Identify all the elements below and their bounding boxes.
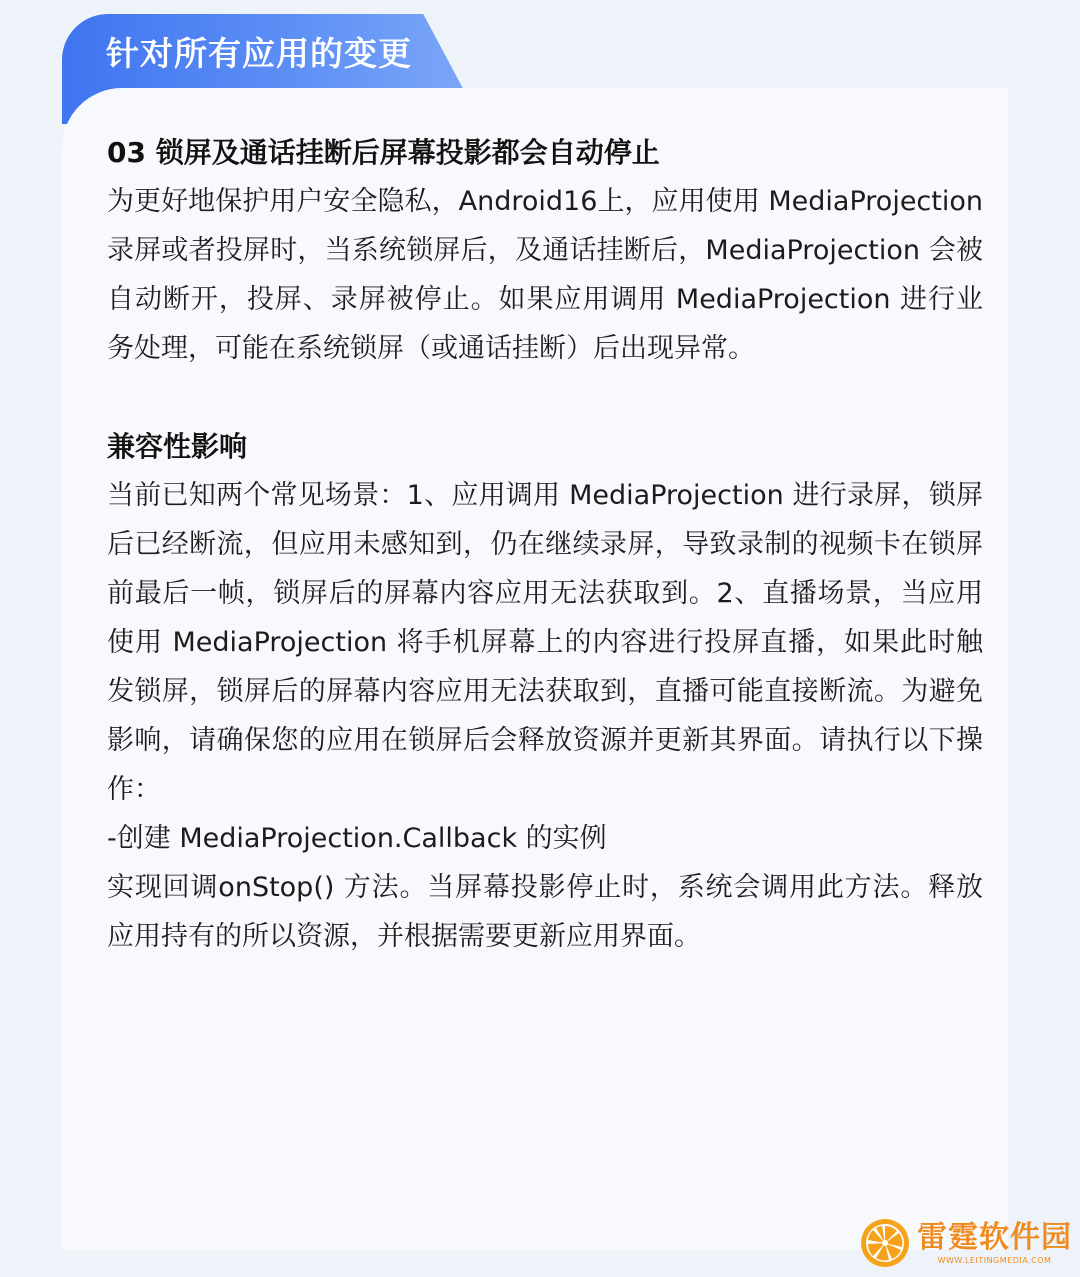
article-content	[107, 128, 983, 961]
section2-step-body: 实现回调onStop() 方法。当屏幕投影停止时，系统会调用此方法。释放应用持有的所以资源，并根据需要更新应用界面。	[107, 872, 983, 952]
section2-heading: 兼容性影响	[107, 430, 248, 463]
section1-body: 为更好地保护用户安全隐私，Android16上，应用使用 MediaProjection 录屏或者投屏时，当系统锁屏后，及通话挂断后，MediaProjection 会被自动断开，投屏、录屏被停止。如果应用调用 MediaProjection 进行业务处理，可能在系统锁屏（或通话挂断）后出现异常。	[107, 186, 983, 364]
watermark-logo	[859, 1213, 1072, 1273]
watermark-name: 雷霆软件园	[917, 1220, 1072, 1255]
section2-step-title: -创建 MediaProjection.Callback 的实例	[107, 823, 607, 854]
section2-body: 当前已知两个常见场景：1、应用调用 MediaProjection 进行录屏，锁屏后已经断流，但应用未感知到，仍在继续录屏，导致录制的视频卡在锁屏前最后一帧，锁屏后的屏幕内容应用无法获取到。2、直播场景，当应用使用 MediaProjection 将手机屏幕上的内容进行投屏直播，如果此时触发锁屏，锁屏后的屏幕内容应用无法获取到，直播可能直接断流。为避免影响，请确保您的应用在锁屏后会释放资源并更新其界面。请执行以下操作：	[107, 480, 983, 805]
watermark-url: WWW.LEITINGMEDIA.COM	[937, 1256, 1052, 1265]
section-tab-title: 针对所有应用的变更	[106, 34, 412, 73]
section1-heading: 03 锁屏及通话挂断后屏幕投影都会自动停止	[107, 136, 660, 169]
content-card	[62, 88, 1008, 1250]
orange-slice-icon	[859, 1217, 911, 1269]
watermark-text	[917, 1220, 1072, 1266]
section-spacer	[107, 373, 983, 422]
